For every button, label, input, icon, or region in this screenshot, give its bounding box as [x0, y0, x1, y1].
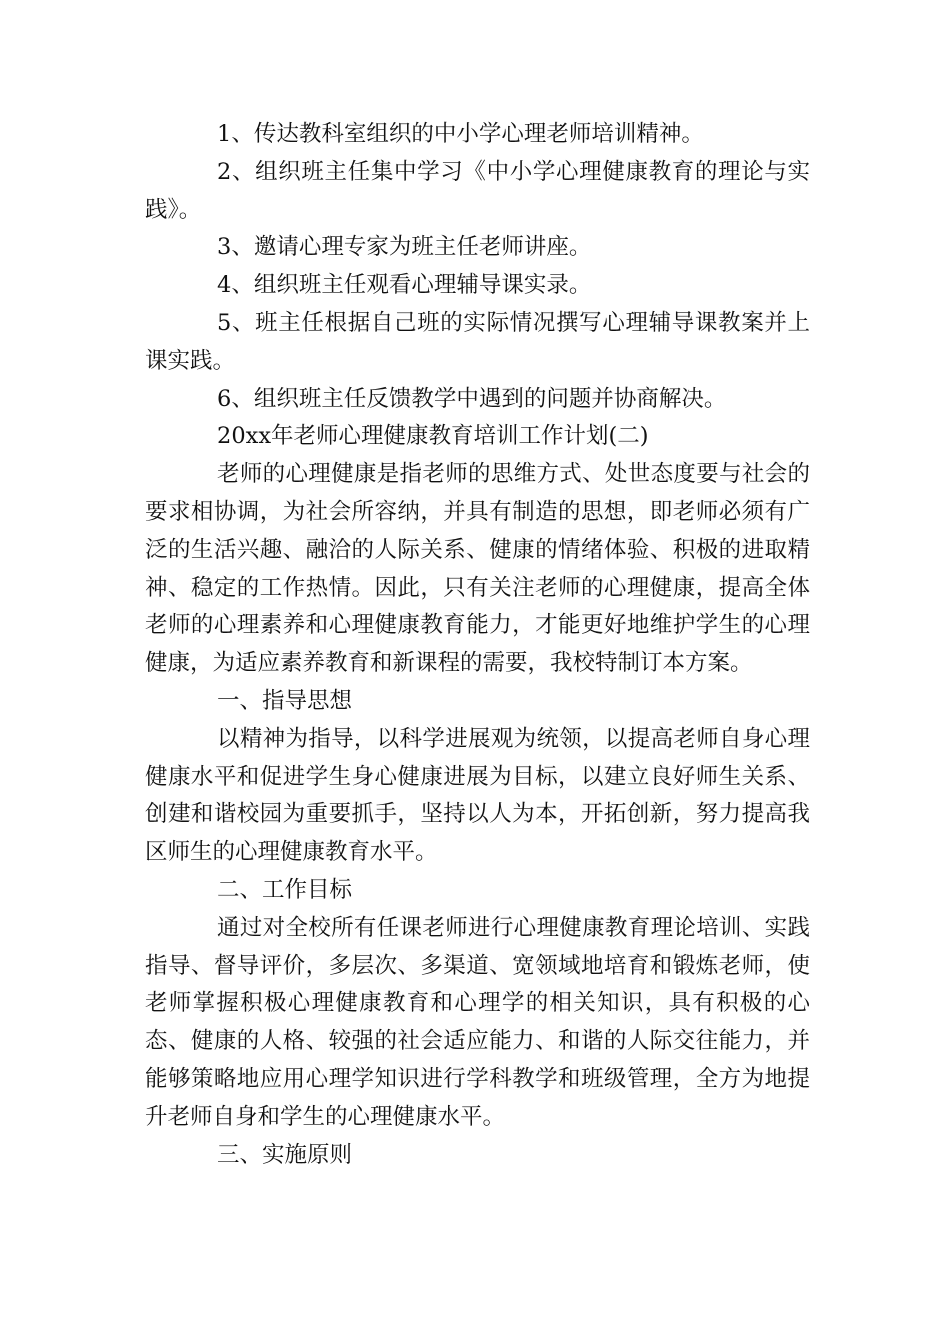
list-item-6: 6、组织班主任反馈教学中遇到的问题并协商解决。: [217, 385, 727, 412]
list-item-1: 1、传达教科室组织的中小学心理老师培训精神。: [217, 121, 704, 147]
work-goals-paragraph: 通过对全校所有任课老师进行心理健康教育理论培训、实践指导、督导评价，多层次、多渠道、宽领域地培育和锻炼老师，使老师掌握积极心理健康教育和心理学的相关知识，具有积极的心态、健康的人格、较强的社会适应能力、和谐的人际交往能力，并能够策略地应用心理学知识进行学科教学和班级管理，全方为地提升老师自身和学生的心理健康水平。: [145, 914, 810, 1130]
section-title: 20xx年老师心理健康教育培训工作计划(二): [217, 423, 649, 450]
list-item-5: 5、班主任根据自己班的实际情况撰写心理辅导课教案并上课实践。: [145, 309, 810, 374]
heading-implementation-principles: 三、实施原则: [217, 1141, 353, 1168]
heading-work-goals: 二、工作目标: [217, 876, 353, 903]
heading-guiding-ideology: 一、指导思想: [217, 687, 353, 714]
intro-paragraph: 老师的心理健康是指老师的思维方式、处世态度要与社会的要求相协调，为社会所容纳，并具有制造的思想，即老师必须有广泛的生活兴趣、融洽的人际关系、健康的情绪体验、积极的进取精神、稳定的工作热情。因此，只有关注老师的心理健康，提高全体老师的心理素养和心理健康教育能力，才能更好地维护学生的心理健康，为适应素养教育和新课程的需要，我校特制订本方案。: [145, 461, 810, 677]
list-item-3: 3、邀请心理专家为班主任老师讲座。: [217, 234, 592, 261]
list-item-4: 4、组织班主任观看心理辅导课实录。: [217, 272, 592, 299]
document-body: [145, 116, 810, 1174]
guiding-ideology-paragraph: 以精神为指导，以科学进展观为统领，以提高老师自身心理健康水平和促进学生身心健康进展为目标，以建立良好师生关系、创建和谐校园为重要抓手，坚持以人为本，开拓创新，努力提高我区师生的心理健康教育水平。: [145, 725, 810, 866]
list-item-2: 2、组织班主任集中学习《中小学心理健康教育的理论与实践》。: [145, 158, 810, 223]
